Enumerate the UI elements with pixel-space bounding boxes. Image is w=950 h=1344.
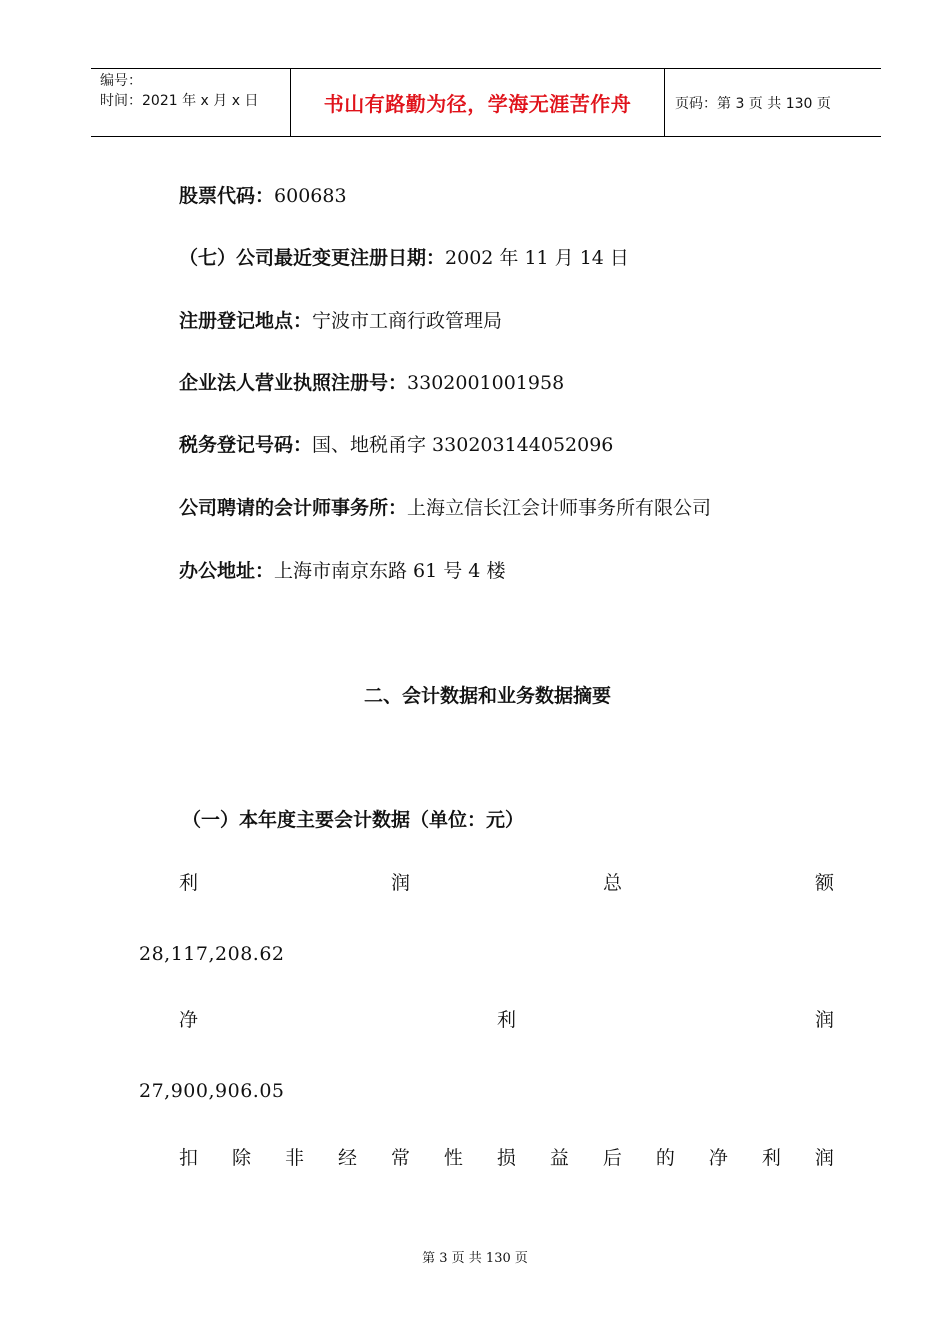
info-value: 2002 年 11 月 14 日 (445, 247, 629, 269)
info-label: 股票代码： (179, 185, 275, 207)
info-line-change-date (179, 243, 629, 270)
label-char: 经 (337, 1147, 357, 1169)
data-item-label-net-profit (179, 1005, 834, 1032)
header-motto: 书山有路勤为径，学海无涯苦作舟 (291, 69, 665, 136)
info-label: 税务登记号码： (179, 434, 313, 456)
page-header (91, 68, 881, 137)
label-char: 润 (390, 872, 410, 894)
label-char: 利 (496, 1009, 516, 1031)
label-char: 利 (179, 872, 199, 894)
header-page-info: 页码：第 3 页 共 130 页 (675, 95, 831, 112)
data-item-value-net-profit: 27,900,906.05 (139, 1080, 285, 1102)
info-line-office-address (179, 556, 505, 583)
label-char: 润 (814, 1009, 834, 1031)
label-char: 润 (814, 1147, 834, 1169)
time-label: 时间：2021 年 x 月 x 日 (100, 93, 259, 109)
sub-title: （一）本年度主要会计数据（单位：元） (182, 809, 525, 831)
info-line-registration-place (179, 306, 502, 333)
info-value: 3302001001958 (407, 372, 565, 394)
label-char: 净 (708, 1147, 728, 1169)
data-item-label-adjusted-net-profit (179, 1143, 834, 1170)
label-char: 扣 (179, 1147, 199, 1169)
data-item-label-total-profit (179, 868, 834, 895)
label-char: 净 (179, 1009, 199, 1031)
info-value: 国、地税甬字 330203144052096 (312, 434, 614, 456)
section-title: 二、会计数据和业务数据摘要 (363, 685, 611, 707)
info-value: 宁波市工商行政管理局 (312, 310, 503, 332)
info-line-tax-number (179, 430, 613, 457)
label-char: 常 (390, 1147, 410, 1169)
info-label: （七）公司最近变更注册日期： (179, 247, 446, 269)
data-item-value-total-profit: 28,117,208.62 (139, 943, 285, 965)
label-char: 的 (655, 1147, 675, 1169)
label-char: 除 (231, 1147, 251, 1169)
info-line-license-number (179, 368, 564, 395)
info-label: 注册登记地点： (179, 310, 313, 332)
info-line-stock-code (179, 181, 347, 208)
info-value: 上海立信长江会计师事务所有限公司 (407, 497, 712, 519)
code-label: 编号： (100, 73, 142, 89)
info-label: 办公地址： (179, 560, 275, 582)
info-label: 公司聘请的会计师事务所： (179, 497, 408, 519)
label-char: 非 (284, 1147, 304, 1169)
label-char: 损 (496, 1147, 516, 1169)
info-line-accounting-firm (179, 493, 711, 520)
label-char: 后 (602, 1147, 622, 1169)
label-char: 性 (443, 1147, 463, 1169)
info-label: 企业法人营业执照注册号： (179, 372, 408, 394)
label-char: 总 (602, 872, 622, 894)
header-meta (91, 69, 291, 136)
info-value: 上海市南京东路 61 号 4 楼 (274, 560, 506, 582)
page-footer: 第 3 页 共 130 页 (422, 1251, 528, 1266)
label-char: 益 (549, 1147, 569, 1169)
label-char: 额 (814, 872, 834, 894)
label-char: 利 (761, 1147, 781, 1169)
info-value: 600683 (274, 185, 347, 207)
